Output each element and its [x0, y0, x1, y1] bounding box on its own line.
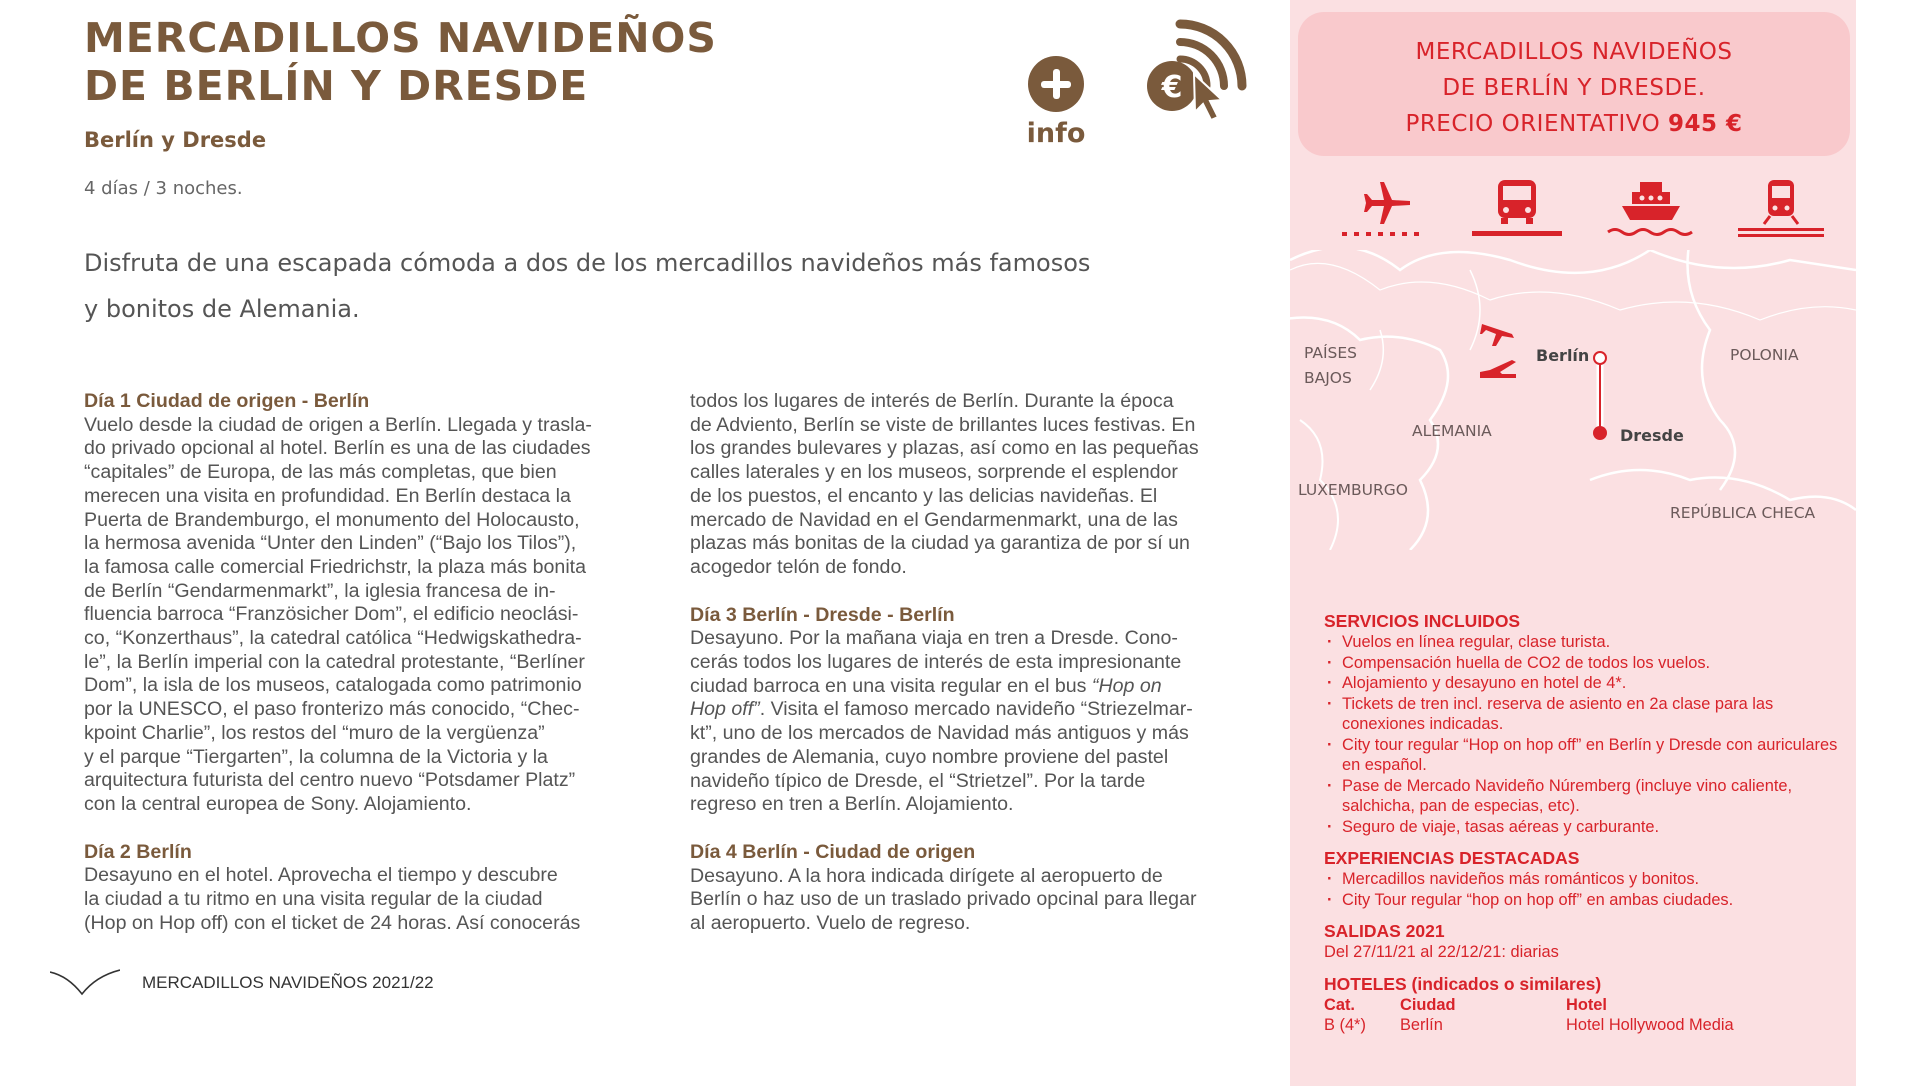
hotels-cell: Berlín [1400, 1016, 1443, 1034]
hotels-header-city: Ciudad [1400, 995, 1456, 1014]
map-label-paises: PAÍSES [1304, 344, 1358, 362]
itinerary-column-2 [690, 390, 1260, 960]
hotels-title: HOTELES (indicados o similares) [1324, 973, 1602, 994]
services-section [1324, 604, 1844, 1036]
ship-icon [1606, 176, 1696, 240]
list-item: · Tickets de tren incl. reserva de asiento en 2a clase para las conexiones indicadas. [1324, 694, 1844, 735]
day-2 [84, 841, 654, 936]
day-text-part: . Visita el famoso mercado navideño “Striezelmar- kt”, uno de los mercados de Navidad más antiguos y más grandes de Alemania, cuyo nombre proviene del pastel navideño típico de Dresde, el “Strietzel”. Por la tarde regreso en tren a Berlín. Alojamiento. [690, 698, 1193, 816]
euro-signal-click-icon [1138, 4, 1253, 124]
hotels-header-hotel: Hotel [1566, 995, 1607, 1014]
page-title [84, 14, 717, 110]
day-2-continued [690, 390, 1260, 580]
duration: 4 días / 3 noches. [84, 178, 243, 199]
list-item: · Alojamiento y desayuno en hotel de 4*. [1324, 673, 1844, 694]
map-city-berlin: Berlín [1536, 346, 1590, 365]
footer-text: MERCADILLOS NAVIDEÑOS 2021/22 [142, 973, 434, 992]
list-item: · City Tour regular “hop on hop off” en ambas ciudades. [1324, 890, 1844, 911]
title-line-1: MERCADILLOS NAVIDEÑOS [84, 14, 717, 62]
price-line-2: DE BERLÍN Y DRESDE. [1442, 75, 1706, 101]
departures-title: SALIDAS 2021 [1324, 921, 1445, 941]
services-title: SERVICIOS INCLUIDOS [1324, 611, 1521, 631]
subtitle: Berlín y Dresde [84, 128, 267, 152]
day-title: Día 2 Berlín [84, 840, 192, 863]
experiences-title: EXPERIENCIAS DESTACADAS [1324, 848, 1580, 868]
list-item: · City tour regular “Hop on hop off” en Berlín y Dresde con auriculares en español. [1324, 735, 1844, 776]
info-label: info [1026, 118, 1086, 149]
day-3 [690, 604, 1260, 817]
day-text-part: Desayuno. Por la mañana viaja en tren a Dresde. Cono- cerás todos los lugares de interés de esta impresionante ciudad barroca en una visita regular en el bus [690, 627, 1182, 697]
map-label-polonia: POLONIA [1730, 346, 1799, 364]
day-title: Día 3 Berlín - Dresde - Berlín [690, 603, 955, 626]
price-box [1298, 12, 1850, 156]
day-1 [84, 390, 654, 817]
title-line-2: DE BERLÍN Y DRESDE [84, 62, 589, 110]
hotels-cell: B (4*) [1324, 1016, 1366, 1034]
list-item: · Compensación huella de CO2 de todos los vuelos. [1324, 653, 1844, 674]
experiences-list [1324, 869, 1844, 910]
map-label-luxemburgo: LUXEMBURGO [1298, 481, 1408, 499]
hotels-table [1324, 995, 1844, 1036]
plane-icon [1340, 176, 1430, 240]
info-button[interactable] [1020, 56, 1092, 149]
map-label-republica-checa: REPÚBLICA CHECA [1670, 504, 1816, 522]
services-list [1324, 632, 1844, 837]
hotels-header-cat: Cat. [1324, 995, 1355, 1014]
intro-text [84, 240, 1114, 332]
train-icon [1736, 176, 1826, 240]
intro-line-2: y bonitos de Alemania. [84, 295, 360, 323]
svg-text:€: € [1161, 70, 1183, 105]
map-label-bajos: BAJOS [1304, 369, 1352, 387]
list-item: · Mercadillos navideños más románticos y bonitos. [1324, 869, 1844, 890]
day-text: Desayuno en el hotel. Aprovecha el tiempo y descubre la ciudad a tu ritmo en una visita regular de la ciudad (Hop on Hop off) con el ticket de 24 horas. Así conocerás [84, 864, 581, 934]
price-value: 945 € [1668, 111, 1743, 137]
day-4 [690, 841, 1260, 936]
map-city-dresde: Dresde [1620, 426, 1684, 445]
price-line-1: MERCADILLOS NAVIDEÑOS [1415, 39, 1733, 65]
hotels-cell: Hotel Hollywood Media [1566, 1016, 1734, 1034]
day-text: Vuelo desde la ciudad de origen a Berlín. Llegada y trasla- do privado opcional al hotel. Berlín es una de las ciudades “capitales” de Europa, de las más completas, que bien merecen una visita en profundidad. En Berlín destaca la Puerta de Brandemburgo, el monumento del Holocausto, la hermosa avenida “Unter den Linden” (“Bajo los Tilos”), la famosa calle comercial Friedrichstr, la plaza más bonita de Berlín “Gendarmenmarkt”, la iglesia francesa de in- fluencia barroca “Französicher Dom”, el edificio neoclási- co, “Konzerthaus”, la catedral católica “Hedwigskathedra- le”, la Berlín imperial con la catedral protestante, “Berlíner Dom”, la isla de los museos, catalogada como patrimonio por la UNESCO, el paso fronterizo más conocido, “Chec- kpoint Charlie”, los restos del “muro de la vergüenza” y el parque “Tiergarten”, la columna de la Victoria y la arquitectura futurista del centro nuevo “Potsdamer Platz” con la central europea de Sony. Alojamiento. [84, 413, 592, 815]
day-text: Desayuno. A la hora indicada dirígete al aeropuerto de Berlín o haz uso de un traslado privado opcinal para llegar al aeropuerto. Vuelo de regreso. [690, 864, 1197, 935]
price-line-3 [1298, 106, 1850, 142]
departures-text: Del 27/11/21 al 22/12/21: diarias [1324, 943, 1559, 961]
day-title: Día 4 Berlín - Ciudad de origen [690, 840, 976, 863]
wing-logo-icon [50, 968, 120, 998]
day-text-italic: “Hop on Hop off” [690, 674, 1162, 721]
itinerary-column-1 [84, 390, 654, 959]
list-item: · Pase de Mercado Navideño Núremberg (incluye vino caliente, salchicha, pan de especias, etc). [1324, 776, 1844, 817]
intro-line-1: Disfruta de una escapada cómoda a dos de los mercadillos navideños más famosos [84, 249, 1091, 277]
price-label: PRECIO ORIENTATIVO [1405, 111, 1668, 137]
plus-circle-icon [1028, 56, 1084, 112]
price-button[interactable] [1138, 4, 1253, 124]
bus-icon [1472, 176, 1562, 240]
info-panel [1290, 0, 1856, 1086]
day-text: todos los lugares de interés de Berlín. Durante la época de Adviento, Berlín se viste de brillantes luces festivas. En los grandes bulevares y plazas, así como en las pequeñas calles laterales y en los museos, sorprende el esplendor de los puestos, el encanto y las delicias navideñas. El mercado de Navidad en el Gendarmenmarkt, una de las plazas más bonitas de la ciudad ya garantiza de por sí un acogedor telón de fondo. [690, 390, 1199, 578]
map-label-alemania: ALEMANIA [1412, 422, 1492, 440]
footer [50, 968, 434, 998]
list-item: · Vuelos en línea regular, clase turista. [1324, 632, 1844, 653]
list-item: · Seguro de viaje, tasas aéreas y carburante. [1324, 817, 1844, 838]
day-title: Día 1 Ciudad de origen - Berlín [84, 390, 370, 412]
day-text [690, 627, 1260, 817]
